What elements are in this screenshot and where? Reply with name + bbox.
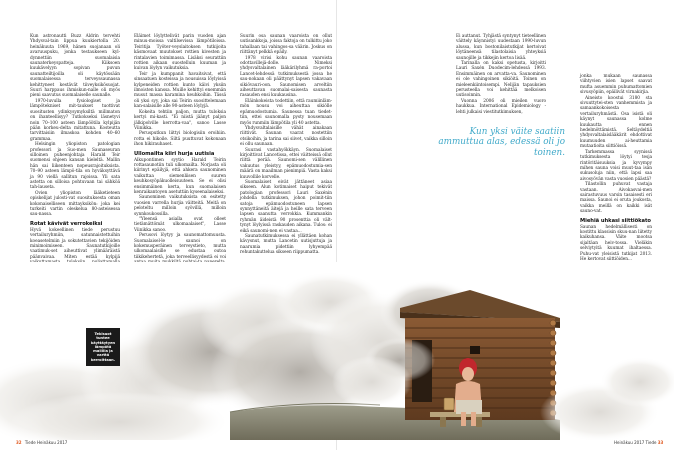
page-folio-right — [614, 440, 665, 445]
paragraph: Kun astronautti Buzz Aldrin tervehti Yhdysval-tain lippua kuukiertolla 20. heinäkuuta 1969, hänen suojanaan oli avaruuspuku, jonka testaukseen kyl-dynnettiin suomalaisia saunaterkeyspatteja. Kiiksoen kuukävelyyn sopivan puvun saunatteiltijoilla oli käytössään suomalaisessa terveyssaunassa kehittyneet kestävät tiiveyksikösuojat. Suuri harppaus ihmiskun-nalle oli myös pieni saavutus suomalaiselle saunalle. — [30, 34, 120, 99]
page-number: 32 — [16, 440, 22, 445]
paragraph: Tilastollin puhuvat vastaja vastaan. Aivokasvai-men sairastuvuus varsin tasaisesti eri maissa. Saunoi ei oruta joukosta, vaikka meillä on kaikki isät sauno-vat. — [580, 182, 652, 215]
article-column-4 — [456, 34, 546, 115]
paragraph: Vuonna 2006 oli mieilen vuoro haukkua. International Epidemiology -lehti julkaisi viestitutkimuksen, — [456, 98, 546, 115]
paragraph: Saunominen vaikutuksista on esitetty vuosien varrella hurjia väitteitä. Meitä on peloteltu milloin syövillä, milloin synnkoukossilla. — [134, 195, 226, 217]
paragraph: Perusovi löytyy ja saunomattomuusta. Suomalaisel-le saunoi on kokemusperäinen terveystieto, mutta ulkomaalaisille se edustaa outoa tiikikehertetä, joka terveellisyydestä ei voi — [134, 233, 226, 260]
photo-caption: Tekisuot tuntee käyttäytyen lämpötä mallilla ja varttä kerroittaan. — [86, 328, 120, 366]
paragraph: Tarkemmassa syynissä tutkimuksesta löytyi tesja rintöritäisuuksia ja kyvympy mihen sauna voisi muut-taa isän sukusoluja niin, että lapsi saa aivosyövän vasta vuosien päästä? — [580, 149, 652, 182]
paragraph: Kokeita tehtiin paljon, mutta tuloksia kertyi mi-kasti. "Ei niistä jäänyt paljon jälkipolville kerrotta-vaa", sanoo Lasse Viinikka. — [134, 109, 226, 131]
paragraph: 1978 virisi kohu saunan vaaroista odottavillejä-dolle. Nimeksi yhdysvaltalainen lääkärilyhmä ra-portoi Lancet-lehdessä tutkimuksestä jossa he sau-nokaan oli päättynyt lapsen vakavaan sikiövauri-oon. Saunomisen arveltiin aiheuttavan suomalai-saisesta saunasta rasauden ensi kuukausina. — [240, 55, 332, 99]
paragraph: Suurin osa saunan vaaroista on ollut uutisankkoja, joissa faktoja on tulkittu joko tahallaan tai vahingos-sa väärin. Joskus on riittänyt pelkkä epäily. — [240, 34, 332, 56]
paragraph: Ei auttanut. Tyhjästä syntynyt tieteellinen väittely käynnistyi uudestaan 1990-luvun alussa, kun bostonilaistutkijat kertoivat löytäneensä tilastolaisia yhteyksiä saunojille ja tikkejin kertoa lisää. — [456, 34, 546, 61]
paragraph: Hyvä kokeellinen tiede perustuu vertailuryhmiin, satunnaistettuihin koeasetelmiin ja sokutettavien tekijöiden minimoimiseen. Saunatutkijoille vaatimuk-set aiheuttivat ylimääräistä päänvaivaa. Miten estää kylpijä — [30, 227, 120, 260]
paragraph: Tarinalla on kaksi opetusta, kirjoitti Lauri Saxén Duodecim-lehdessä 1993. Ensimmäinen on arvatta-va. Saunominen ei ole vahingoinen sikiöitä. Toinen on mieleenkiintoisempi. Nelijän tapauksien perusteella voi kehittää melkoisen uutisoinnin. — [456, 61, 546, 99]
paragraph: Suurasi vastahyökkäyn. Suomalaiset kirjoittivat Lancetissa, ettei väitteissä ollut riittä perää. Saunomi-sen välillinen vakuutus yleistyy, epämuodostumia-sen määrä on maailman pienimpiä. Vasta kaksi kuuvollile korvelle. — [240, 147, 332, 180]
paragraph: Suomalaiset eivät jättäneet asiaa sikseen. Alun kotimaiset haiput tekivät patologian professori Lauri Saxénin johdella tutkimuksen, johon poimit-tiin satoja epämuodostuneen lapsen synnyttäneitä äitejä ja heille sata terveen lapsen saanutta verrokkia. Kummankin ryhmän äideistä 90 prosenttia oli vält-tynyt löylyissä raskauden aikana. Tulos: ei eikä saunomi-nen ei vastaa... — [240, 179, 332, 234]
paragraph: 1970-luvulla fysiologiset ja lämpötekniset mit-taukset tuottivat suositusten ydinkysymyksiltä milimaton on ihanteellisyy? Tutkokseksi läsnetyvi noin 70–100 asteen lämpöötila kylpijän pään korkeu-delta mitattuna. Kosteutta tarvittaisiin ilmaskoa kohden 40–60 grammaa. — [30, 98, 120, 142]
paragraph: Eläinkokeista todettiin, että raumiinläm-mön nousu voi aiheuttaa sikiölle epämuodostumia. Saunessa tuan tiedet-tiin, ettei saunomalla pysty nousemaan myös runmiin lämpötila yli 40 astetta. — [240, 98, 332, 126]
page-folio-left — [16, 440, 67, 445]
section-label: Heinäkuu 2017 Tiede — [614, 440, 657, 445]
issue-label: Heinäkuu 2017 — [37, 440, 68, 445]
paragraph: Helsingin yliopiston patologian professori ja Suo-men Saunaseuran silloinen puheenjohtaja Harald Teir suomensi ohjeen kansan kieleltä. Mallin hän sai liikenteen nopeusrajoituksista. 70–90 asteen lämpö-tila on hyväksyttävä ja 90 viellä sallitun rajoissa. Yli sata astetta on silloisa pohtuvaan tai sähköä tah-lauseta. — [30, 142, 120, 191]
subheading: Rotat kävivät verrokeiksi — [30, 220, 103, 227]
pull-quote: Kun yksi väite saatiin ammuttua alas, edessä oli jo toinen. — [438, 127, 565, 158]
paragraph: Alkupontimen syytio Harald Teirin rottasaunotiin tuli ulkomailta. Norjasta oli kiirinyt epäilyjä, että ahkera saunominen vaikuttaa siemenliisen suuren keuhkosyöpäkuolleisuuteen. Se ei olisi ensimmäinen kerta, kun suomalaisen kenraikantoyen asetuttiin kyseenalaiseksi. — [134, 157, 226, 195]
subheading: Ullomailta kiiri hurja uutisia — [134, 150, 215, 157]
subheading: Miehiä uhkasi siittiökato — [580, 217, 651, 224]
article-column-5 — [580, 74, 652, 262]
article-column-3 — [240, 34, 332, 256]
paragraph: Saunatutkimuksessa ei yllättäen kohan kävysnut, mutta Lancetin uutisjuttuja ja naarumia pidettiin lyhyempää rehuntakuttelua sikseen riippumatta. — [240, 234, 332, 256]
paragraph: Perusputkun liittyi biologisiin eroihiin. rotta ei hikoile. Siltä puuttuvat kokonaan ihon hikirauhaset. — [134, 131, 226, 148]
page-number: 33 — [657, 440, 664, 445]
paragraph: Yhdysvaltalaisille vähät ainakaan riittivät. Saunan vaarat nostettiin otsikoihin, ja tarina sai siivet, vaikka silloin ei ollu saunaan. — [240, 125, 332, 148]
paragraph: "Yleensä asialla ovat olleet tietämättömät ulkomaalaiset", Lasse Viinikka sanoo. — [134, 217, 226, 233]
paragraph: Aineisto koostui 3180 sta sivuuttytei-sten vanhemmista ja samaankokoisesta vertailuryhmästä. Osa isistä oli käynyt saunassa kolme kuukautta ennen hedelmöttämistä. Seltäydeltiä yhdysvaltalaislääkärit ehdottivat kuumuuden ai-heuttamia mutaatioita siittiöissä. — [580, 95, 652, 150]
paragraph: Teir ja kumppanit havaitsivat, että sinsaatuen kosteissa ja nousuissa löylyissä kylpeneiden rottien kunto käivi yksiin ilmoisten kanssa. Muille kehittyi enemmän musut massa karamina keuhkoihin. Tässä oli yksi syy, joka sai Teirin suosittelemaan kan-salaisille alle 90-asteen löylyjä. — [134, 71, 226, 110]
article-column-2 — [134, 34, 226, 287]
paragraph: Eläimet löylyttelivät parin vuoden ajan minuu-moissa valtilsevissa lämpötiloissa. Teiritija Työter-veyslaitoksen tutkijoita käsmovaat muutokset rottien kivesten ja rintalavien toimimassa. Lisäksi seurattiin rottien aikaan suostelluin kuuman ja kuivan löylyn vaikutuksia. — [134, 34, 226, 72]
paragraph: Ovien yliopiston lääketieteen opiskelijat julosti-vat suosituksesta oman kokonaiselliseen mittayksikön: joka kei turkeiti vartin oleskelua 80-asteisessa sau-nassa. — [30, 190, 120, 218]
paragraph: jonka mukaan saunassa viihtyvien isien lapset saavat mufta asuemmin puhumattomien sivusyöpiin, epäilivät virnakirjia. — [580, 74, 652, 96]
paragraph: Saunan hedelmällisesti on kostittu klassisin skuu-nan liitetty kaikuhansa. Väite mootsa sijaltäan heiv-tossa. Vieläkin selviytyitä kuumat ihaltaessa. Puhu-vat yleisistä tutkijat 2013. He kertovat siittiöiden... — [580, 224, 652, 262]
section-label: Tiede — [24, 440, 36, 445]
